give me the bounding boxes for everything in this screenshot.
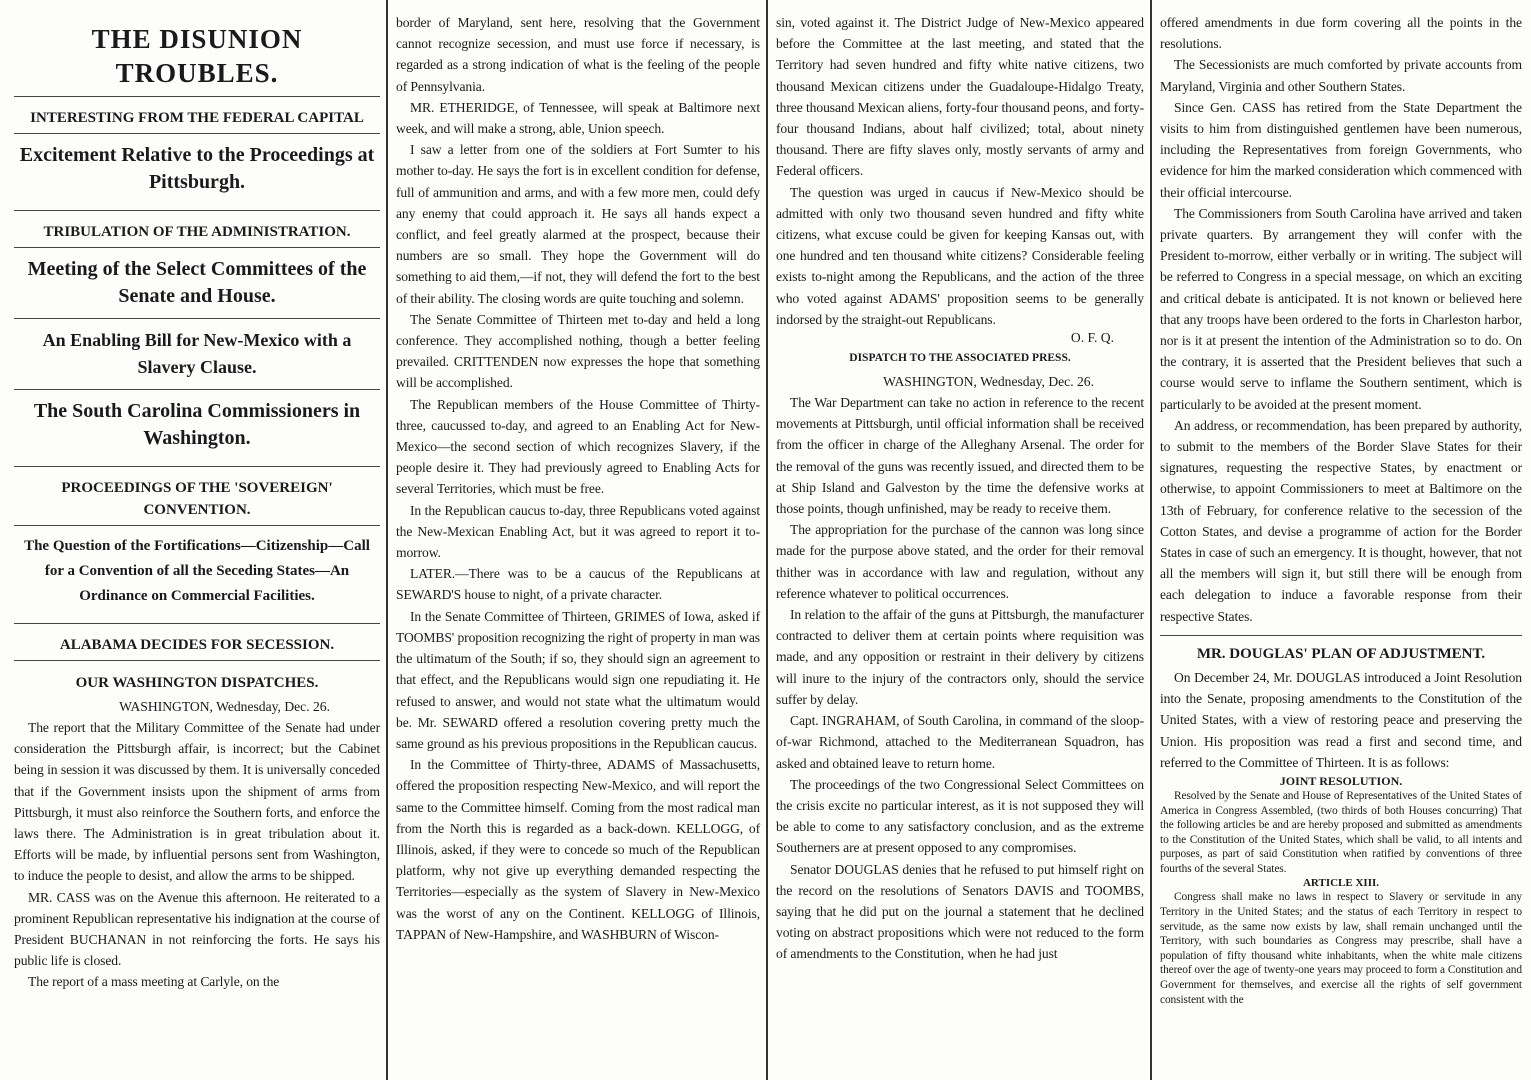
section-title: MR. DOUGLAS' PLAN OF ADJUSTMENT. [1160, 635, 1522, 667]
paragraph: The Commissioners from South Carolina have arrived and taken private quarters. By arrangement they will confer with the President to-morrow, either verbally or in writing. The subject will be referred to Congress in a special message, on which an exciting and critical debate is anticipated. It is not known or believed here that any troops have been ordered to the forts in Charleston harbor, nor is it at present the intention of the Administration so to do. On the contrary, it is asserted that the President believes that such a course would serve to inflame the Southern sentiment, which is particularly to be avoided at the present moment. [1160, 205, 1522, 412]
paragraph: An address, or recommendation, has been prepared by authority, to submit to the members of the Border Slave States for their signatures, requesting the respective States, by enactment or otherwise, to appoint Commissioners to meet at Baltimore on the 13th of February, for conference relative to the secession of the Cotton States, and devise a programme of action for the Border States in case of such an emergency. It is thought, however, that not all the members will sign it, but still there will be enough from each delegation to induce a favorable response from their respective States. [1160, 417, 1522, 624]
paragraph: Senator DOUGLAS denies that he refused to put himself right on the record on the resolutions of Senators DAVIS and TOOMBS, saying that he did put on the journal a statement that he declined voting on abstract propositions which were not reduced to the form of amendments to the Constitution, when he had just [776, 861, 1144, 962]
paragraph: The question was urged in caucus if New-Mexico should be admitted with only two thousand seven hundred and fifty white citizens, what excuse could be given for keeping Kansas out, with one hundred and ten thousand white citizens? Considerable feeling exists to-night among the Republicans, and the action of the three who voted against ADAMS' proposition seems to be generally indorsed by the straight-out Republicans. [776, 184, 1144, 327]
paragraph: In the Senate Committee of Thirteen, GRIMES of Iowa, asked if TOOMBS' proposition recognizing the right of property in man was the ultimatum of the South; if so, they should sign an agreement to that effect, and the Republicans would sign one repudiating it. He refused to answer, and would not state what the ultimatum would be. Mr. SEWARD offered a resolution covering pretty much the same ground as his previous propositions in the Republican caucus. [396, 608, 760, 751]
subheadline: An Enabling Bill for New-Mexico with a Slavery Clause. [14, 318, 380, 389]
section-title: DISPATCH TO THE ASSOCIATED PRESS. [849, 352, 1071, 365]
paragraph: LATER.—There was to be a caucus of the Republicans at SEWARD'S house to night, of a private character. [396, 566, 760, 603]
paragraph: The proceedings of the two Congressional Select Committees on the crisis excite no particular interest, as it is not supposed they will be able to come to any satisfactory conclusion, and as the extreme Southerners are at present opposed to any compromises. [776, 776, 1144, 856]
subheadline: Meeting of the Select Committees of the Senate and House. [14, 247, 380, 318]
paragraph: The Senate Committee of Thirteen met to-day and held a long conference. They accomplished nothing, though a better feeling prevailed. CRITTENDEN now expresses the hope that something will be accomplished. [396, 311, 760, 391]
paragraph: sin, voted against it. The District Judge of New-Mexico appeared before the Committee at the last meeting, and stated that the Territory had seven hundred and fifty white native citizens, two thousand Mexican citizens under the Guadaloupe-Hidalgo Treaty, three thousand Mexican aliens, forty-four thousand peons, and forty-four thousand Indians, about half civilized; total, about ninety thousand. There are fifty slaves only, mostly servants of army and Federal officers. [776, 15, 1144, 179]
column-3 [770, 0, 1150, 1080]
paragraph: The report of a mass meeting at Carlyle, on the [28, 974, 280, 990]
subheadline: Excitement Relative to the Proceedings at Pittsburgh. [14, 133, 380, 204]
dateline: WASHINGTON, Wednesday, Dec. 26. [883, 374, 1094, 390]
subheadline: TRIBULATION OF THE ADMINISTRATION. [14, 210, 380, 247]
resolution-text: Resolved by the Senate and House of Representatives of the United States of America in Congress Assembled, (two thirds of both Houses concurring) That the following articles be and are hereby proposed and submitted as amendments to the Constitution of the United States, which shall be valid, to all intents and purposes, as part of said Constitution when ratified by conventions of three fourths of the several States. [1160, 789, 1522, 875]
subheadline: ALABAMA DECIDES FOR SECESSION. [14, 623, 380, 660]
resolution-title: JOINT RESOLUTION. [1279, 773, 1403, 788]
paragraph: The report that the Military Committee of the Senate had under consideration the Pittsburgh affair, is incorrect; but the Cabinet being in session it was discussed by them. It is universally conceded that if the Government insists upon the shipment of arms from Pittsburgh, it must also reinforce the Southern forts, and enforce the laws there. The Administration is in great tribulation about it. Efforts will be made, by influential persons sent from Washington, to induce the people to desist, and allow the arms to be shipped. [14, 720, 380, 884]
paragraph: MR. ETHERIDGE, of Tennessee, will speak at Baltimore next week, and will make a strong, able, Union speech. [396, 99, 760, 137]
main-headline: THE DISUNION TROUBLES. [91, 24, 303, 88]
subheadline: INTERESTING FROM THE FEDERAL CAPITAL [14, 96, 380, 133]
paragraph: Since Gen. CASS has retired from the State Department the visits to him from distinguished gentlemen have been numerous, including the Representatives from foreign Governments, who evidence for him the marked consideration which commenced with their official intercourse. [1160, 99, 1522, 200]
paragraph: The War Department can take no action in reference to the recent movements at Pittsburgh, until official information shall be received from the officer in charge of the Alleghany Arsenal. The order for the removal of the guns was recently issued, and directed them to be at Ship Island and Galveston by the time the defensive works at those points, though unfinished, may be ready to receive them. [776, 395, 1144, 517]
subheadline: The Question of the Fortifications—Citizenship—Call for a Convention of all the Seceding States—An Ordinance on Commercial Facilities. [14, 525, 380, 617]
article-text: Congress shall make no laws in respect to Slavery or servitude in any Territory in the United States; and the status of each Territory in respect to servitude, as the same now exists by law, shall remain unchanged until the Territory, with such boundaries as Congress may prescribe, shall have a population of fifty thousand white inhabitants, when the white male citizens thereof over the age of twenty-one years may proceed to form a Constitution and Government for themselves, and exercise all the rights of self government consistent with the [1160, 891, 1522, 1006]
paragraph: In relation to the affair of the guns at Pittsburgh, the manufacturer contracted to deliver them at certain points where requisition was made, and any opposition or restraint in their delivery by citizens will inure to the injury of the contractors only, should the service suffer by delay. [776, 607, 1144, 707]
paragraph: MR. CASS was on the Avenue this afternoon. He reiterated to a prominent Republican representative his indignation at the course of President BUCHANAN in not reinforcing the forts. He says his public life is closed. [14, 889, 380, 969]
article-title: ARTICLE XIII. [1302, 877, 1380, 890]
paragraph: I saw a letter from one of the soldiers at Fort Sumter to his mother to-day. He says the fort is in excellent condition for defense, full of ammunition and arms, and with a few more men, could defy any enemy that could approach it. He says all hands expect a conflict, and feel greatly alarmed at the prospect, because their numbers are so small. They hope the Government will do something to aid them,—if not, they will defend the fort to the best of their ability. The closing words are quite touching and solemn. [396, 142, 760, 306]
section-title: OUR WASHINGTON DISPATCHES. [14, 660, 380, 696]
paragraph: The appropriation for the purchase of the cannon was long since made for the purpose above stated, and the order for their removal thither was in accordance with law and regulation, without any reference whatever to political occurrences. [776, 522, 1144, 601]
paragraph: On December 24, Mr. DOUGLAS introduced a Joint Resolution into the Senate, proposing amendments to the Constitution of the United States, with a view of restoring peace and preserving the Union. His proposition was read a first and second time, and referred to the Committee of Thirteen. It is as follows: [1160, 669, 1522, 770]
column-2 [390, 0, 766, 1080]
paragraph: offered amendments in due form covering all the points in the resolutions. [1160, 15, 1522, 52]
paragraph: In the Republican caucus to-day, three Republicans voted against the New-Mexican Enabling Act, but it was agreed to report it to-morrow. [396, 502, 760, 561]
column-1 [8, 0, 386, 1080]
paragraph: The Secessionists are much comforted by private accounts from Maryland, Virginia and other Southern States. [1160, 57, 1522, 94]
column-rule [766, 0, 768, 1080]
column-rule [1150, 0, 1152, 1080]
paragraph: Capt. INGRAHAM, of South Carolina, in command of the sloop-of-war Richmond, attached to the Mediterranean Squadron, has asked and obtained leave to return home. [776, 713, 1144, 771]
column-rule [386, 0, 388, 1080]
column-4 [1154, 0, 1528, 1080]
paragraph: The Republican members of the House Committee of Thirty-three, caucussed to-day, and agreed to an Enabling Act for New-Mexico—the second section of which recognizes Slavery, if the people desire it. They had previously agreed to Enabling Acts for several Territories, which must be free. [396, 396, 760, 497]
paragraph: In the Committee of Thirty-three, ADAMS of Massachusetts, offered the proposition respecting New-Mexico, and will report the same to the Committee himself. Coming from the most radical man from the North this is regarded as a back-down. KELLOGG, of Illinois, asked, if they were to concede so much of the Republican platform, why not give up everything demanded respecting the Territories—especially as the system of Slavery in New-Mexico was the worst of any on the Continent. KELLOGG of Illinois, TAPPAN of New-Hampshire, and WASHBURN of Wiscon- [396, 757, 760, 942]
signature: O. F. Q. [1070, 330, 1114, 346]
subheadline: The South Carolina Commissioners in Washington. [14, 389, 380, 460]
subheadline: PROCEEDINGS OF THE 'SOVEREIGN' CONVENTION. [14, 466, 380, 525]
dateline: WASHINGTON, Wednesday, Dec. 26. [119, 699, 330, 714]
paragraph: border of Maryland, sent here, resolving that the Government cannot recognize secession, and must use force if necessary, is regarded as a strong indication of what is the feeling of the people of Pennsylvania. [396, 15, 760, 94]
